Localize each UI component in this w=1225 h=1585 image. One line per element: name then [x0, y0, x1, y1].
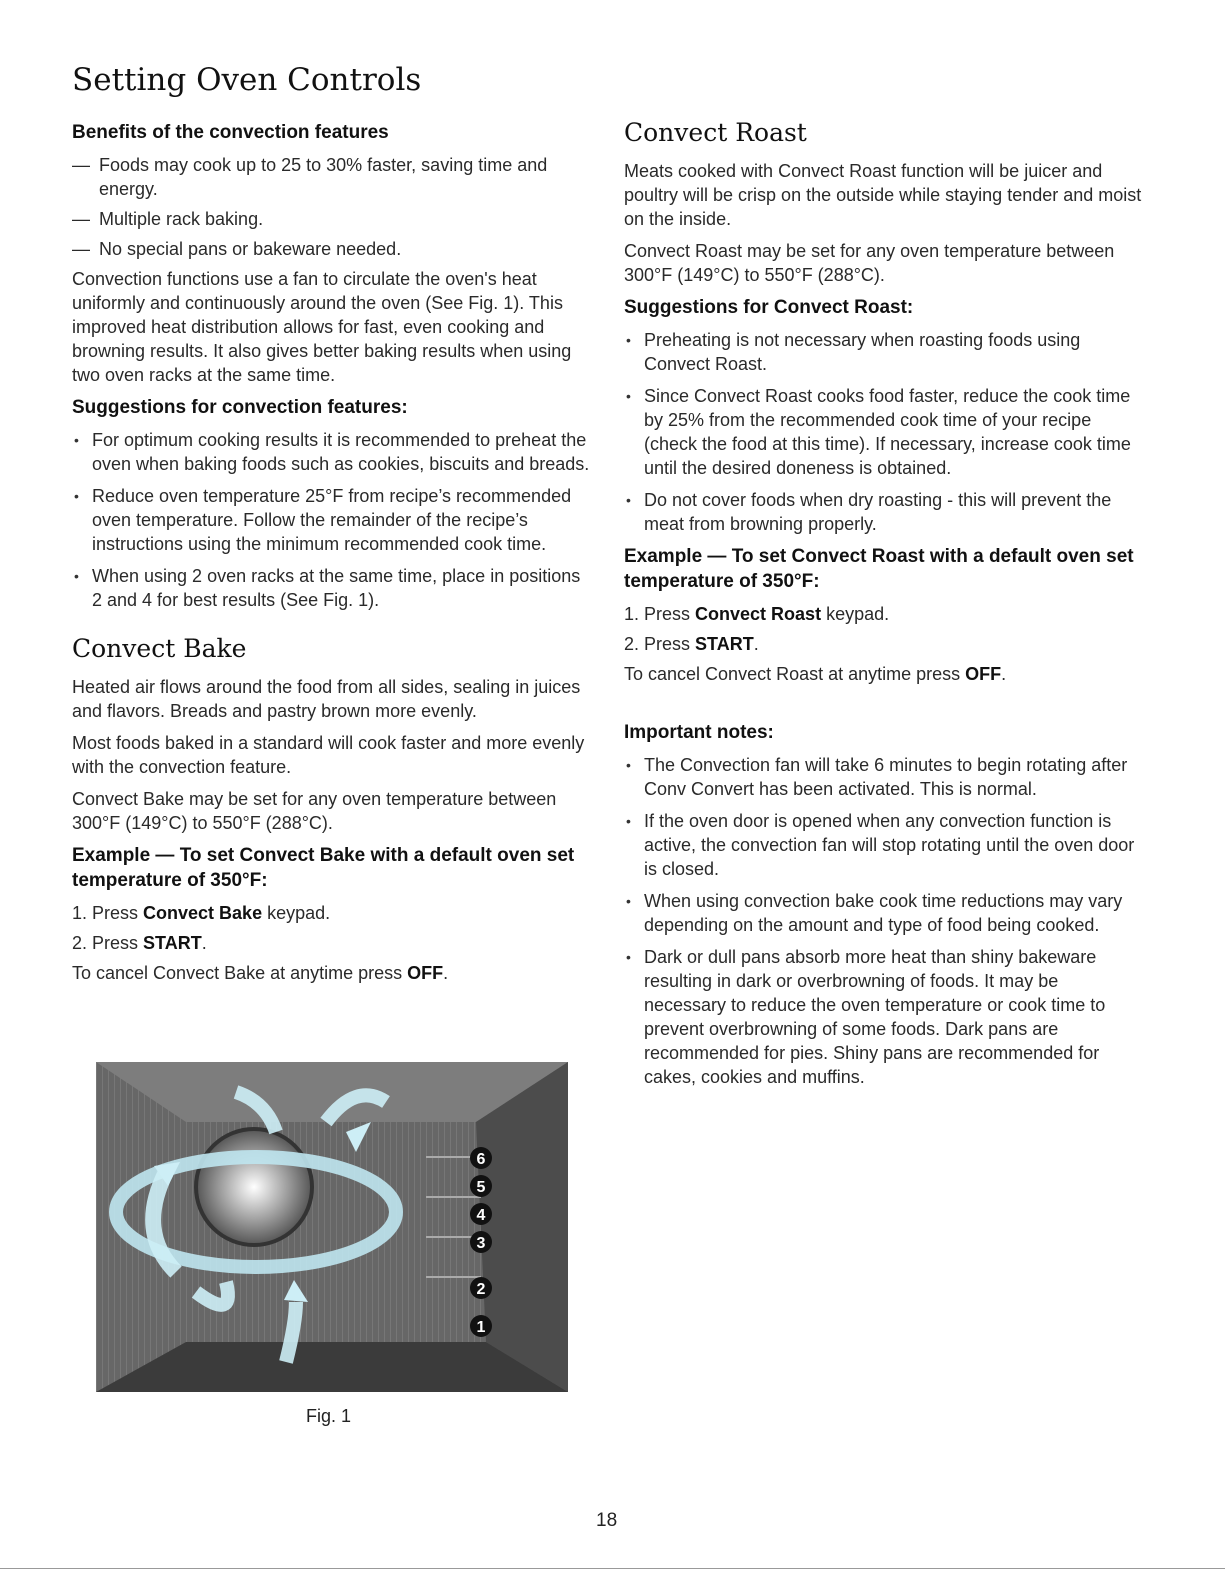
right-column — [624, 118, 1144, 1097]
oven-figure — [96, 1062, 568, 1392]
step-item — [624, 602, 1144, 626]
convect-roast-paragraph: Convect Roast may be set for any oven temperature between 300°F (149°C) to 550°F (288°C). — [624, 241, 1115, 285]
rack-number: 4 — [476, 1207, 486, 1224]
convect-bake-example-heading: Example — To set Convect Bake with a default oven set temperature of 350°F: — [72, 845, 575, 891]
list-item: • When using convection bake cook time reductions may vary depending on the amount and type of food being cooked. — [624, 889, 1144, 937]
step-item — [72, 901, 592, 925]
page-title: Setting Oven Controls — [72, 62, 422, 98]
cancel-text: To cancel Convect Bake at anytime press — [72, 963, 408, 983]
convect-bake-steps — [72, 901, 592, 955]
keypad-name: START — [143, 933, 202, 953]
step-text: keypad. — [821, 604, 890, 624]
rack-number: 1 — [476, 1319, 486, 1336]
convect-bake-heading: Convect Bake — [72, 634, 247, 663]
list-item — [72, 207, 592, 231]
benefit-text: Foods may cook up to 25 to 30% faster, saving time and energy. — [99, 155, 548, 199]
list-item: • Do not cover foods when dry roasting - this will prevent the meat from browning properly. — [624, 488, 1144, 536]
page-number: 18 — [596, 1510, 618, 1531]
list-item: • If the oven door is opened when any convection function is active, the convection fan will stop rotating until the oven door is closed. — [624, 809, 1144, 881]
oven-interior-illustration — [96, 1062, 568, 1392]
list-item — [72, 237, 592, 261]
step-text: 1. Press — [624, 604, 696, 624]
rack-number: 2 — [476, 1281, 486, 1298]
step-text: keypad. — [262, 903, 331, 923]
list-item: • When using 2 oven racks at the same time, place in positions 2 and 4 for best results (See Fig. 1). — [72, 564, 592, 612]
list-item: • For optimum cooking results it is recommended to preheat the oven when baking foods such as cookies, biscuits and breads. — [72, 428, 592, 476]
convect-roast-heading: Convect Roast — [624, 118, 807, 147]
dash-mark: — — [72, 155, 90, 175]
keypad-name: START — [695, 634, 754, 654]
step-item — [72, 931, 592, 955]
suggestions-heading: Suggestions for convection features: — [72, 397, 408, 418]
bottom-rule — [0, 1568, 1225, 1569]
convect-bake-paragraph: Convect Bake may be set for any oven temperature between 300°F (149°C) to 550°F (288°C). — [72, 789, 557, 833]
dash-mark: — — [72, 209, 90, 229]
fan-cover — [196, 1129, 312, 1245]
rack-number: 6 — [476, 1151, 486, 1168]
convect-roast-steps — [624, 602, 1144, 656]
keypad-name: Convect Bake — [143, 903, 263, 923]
benefits-list — [72, 153, 592, 261]
step-text: . — [201, 933, 207, 953]
convect-roast-suggestions — [624, 328, 1144, 536]
keypad-name: OFF — [965, 664, 1002, 684]
cancel-text: . — [443, 963, 449, 983]
convect-roast-suggestions-heading: Suggestions for Convect Roast: — [624, 297, 914, 318]
convect-bake-paragraph: Heated air flows around the food from all sides, sealing in juices and flavors. Breads and pastry brown more evenly. — [72, 677, 581, 721]
step-item — [624, 632, 1144, 656]
cancel-text: To cancel Convect Roast at anytime press — [624, 664, 966, 684]
benefit-text: No special pans or bakeware needed. — [99, 239, 402, 259]
important-notes-list — [624, 753, 1144, 1089]
left-column — [72, 120, 592, 993]
step-text: 1. Press — [72, 903, 144, 923]
dash-mark: — — [72, 239, 90, 259]
figure-caption: Fig. 1 — [306, 1406, 352, 1426]
step-text: . — [753, 634, 759, 654]
convect-bake-paragraph: Most foods baked in a standard will cook faster and more evenly with the convection feature. — [72, 733, 585, 777]
list-item: • Since Convect Roast cooks food faster, reduce the cook time by 25% from the recommended cook time of your recipe (check the food at this time). If necessary, increase cook time until the desired doneness is obtained. — [624, 384, 1144, 480]
list-item: • Preheating is not necessary when roasting foods using Convect Roast. — [624, 328, 1144, 376]
convect-roast-example-heading: Example — To set Convect Roast with a default oven set temperature of 350°F: — [624, 546, 1134, 592]
list-item — [72, 153, 592, 201]
suggestions-list — [72, 428, 592, 612]
list-item: • Reduce oven temperature 25°F from recipe’s recommended oven temperature. Follow the remainder of the recipe’s instructions using the minimum recommended cook time. — [72, 484, 592, 556]
list-item: • Dark or dull pans absorb more heat than shiny bakeware resulting in dark or overbrowning of foods. It may be necessary to reduce the oven temperature or cook time to prevent overbrowning of some foods. Dark pans are recommended for pies. Shiny pans are recommended for cakes, cookies and muffins. — [624, 945, 1144, 1089]
keypad-name: Convect Roast — [695, 604, 822, 624]
convect-bake-cancel — [72, 961, 592, 985]
convect-roast-cancel — [624, 662, 1144, 686]
rack-number: 3 — [476, 1235, 486, 1252]
benefit-text: Multiple rack baking. — [99, 209, 264, 229]
convect-roast-paragraph: Meats cooked with Convect Roast function will be juicer and poultry will be crisp on the outside while staying tender and moist on the inside. — [624, 161, 1142, 229]
step-text: 2. Press — [624, 634, 696, 654]
cancel-text: . — [1001, 664, 1007, 684]
important-notes-heading: Important notes: — [624, 722, 774, 743]
keypad-name: OFF — [407, 963, 444, 983]
rack-number: 5 — [476, 1179, 486, 1196]
list-item: • The Convection fan will take 6 minutes to begin rotating after Conv Convert has been activated. This is normal. — [624, 753, 1144, 801]
step-text: 2. Press — [72, 933, 144, 953]
benefits-paragraph: Convection functions use a fan to circulate the oven's heat uniformly and continuously around the oven (See Fig. 1). This improved heat distribution allows for fast, even cooking and browning results. It also gives better baking results when using two oven racks at the same time. — [72, 269, 572, 385]
benefits-heading: Benefits of the convection features — [72, 122, 389, 143]
